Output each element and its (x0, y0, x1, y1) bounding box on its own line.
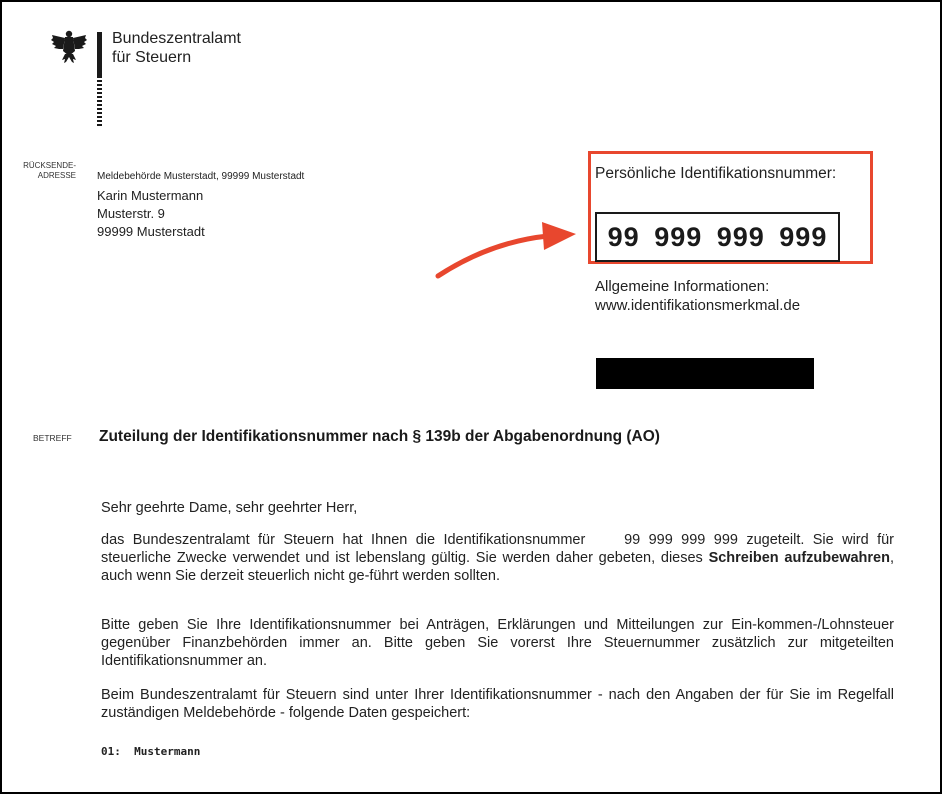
recipient-address (97, 187, 205, 241)
id-label: Persönliche Identifikationsnummer: (595, 165, 837, 182)
letterhead-bar (97, 32, 102, 78)
paragraph-1-part-a: das Bundeszentralamt für Steuern hat Ihnen die Identifikationsnummer (101, 532, 586, 548)
subject-line: Zuteilung der Identifikationsnummer nach § 139b der Abgabenordnung (AO) (99, 428, 660, 445)
redacted-block (596, 358, 814, 389)
paragraph-1 (101, 531, 894, 585)
greeting: Sehr geehrte Dame, sehr geehrter Herr, (101, 500, 358, 516)
recipient-name: Karin Mustermann (97, 188, 204, 203)
return-address-label (18, 161, 76, 181)
organization-name (112, 29, 241, 67)
recipient-city: 99999 Musterstadt (97, 224, 205, 239)
return-label-line-1: RÜCKSENDE- (23, 161, 76, 170)
data-line (101, 745, 200, 758)
return-label-line-2: ADRESSE (37, 171, 76, 180)
paragraph-2: Bitte geben Sie Ihre Identifikationsnummer bei Anträgen, Erklärungen und Mitteilungen zur Ein-kommen-/Lohnsteuer gegenüber Finanzbehörden immer an. Bitte geben Sie vorerst Ihre Steuernummer zusätzlich zur mitgeteilten Identifikationsnummer an. (101, 617, 894, 669)
info-url: www.identifikationsmerkmal.de (595, 297, 801, 314)
data-value: Mustermann (134, 745, 201, 758)
letterhead-bar-lines (97, 80, 102, 126)
org-line-1: Bundeszentralamt (112, 30, 241, 47)
federal-eagle-icon (50, 29, 88, 65)
paragraph-1-part-c: , auch wenn Sie derzeit steuerlich nicht ge-führt werden sollten. (101, 550, 895, 584)
id-number: 99 999 999 999 (595, 212, 840, 262)
paragraph-3: Beim Bundeszentralamt für Steuern sind unter Ihrer Identifikationsnummer - nach den Angaben der für Sie im Regelfall zuständigen Meldebehörde - folgende Daten gespeichert: (101, 687, 894, 721)
paragraph-1-part-b: zugeteilt. Sie wird für steuerliche Zwecke verwendet und ist lebenslang gültig. Sie werden daher gebeten, dieses (101, 532, 895, 566)
org-line-2: für Steuern (112, 49, 192, 66)
subject-label: BETREFF (33, 433, 72, 443)
data-code: 01: (101, 745, 121, 758)
arrow-icon (430, 218, 580, 282)
paragraph-1-bold: Schreiben aufzubewahren (708, 550, 890, 566)
return-address-text: Meldebehörde Musterstadt, 99999 Musterstadt (97, 171, 305, 182)
general-info (595, 277, 800, 315)
info-label: Allgemeine Informationen: (595, 278, 770, 295)
paragraph-1-number: 99 999 999 999 (624, 532, 738, 548)
recipient-street: Musterstr. 9 (97, 206, 165, 221)
